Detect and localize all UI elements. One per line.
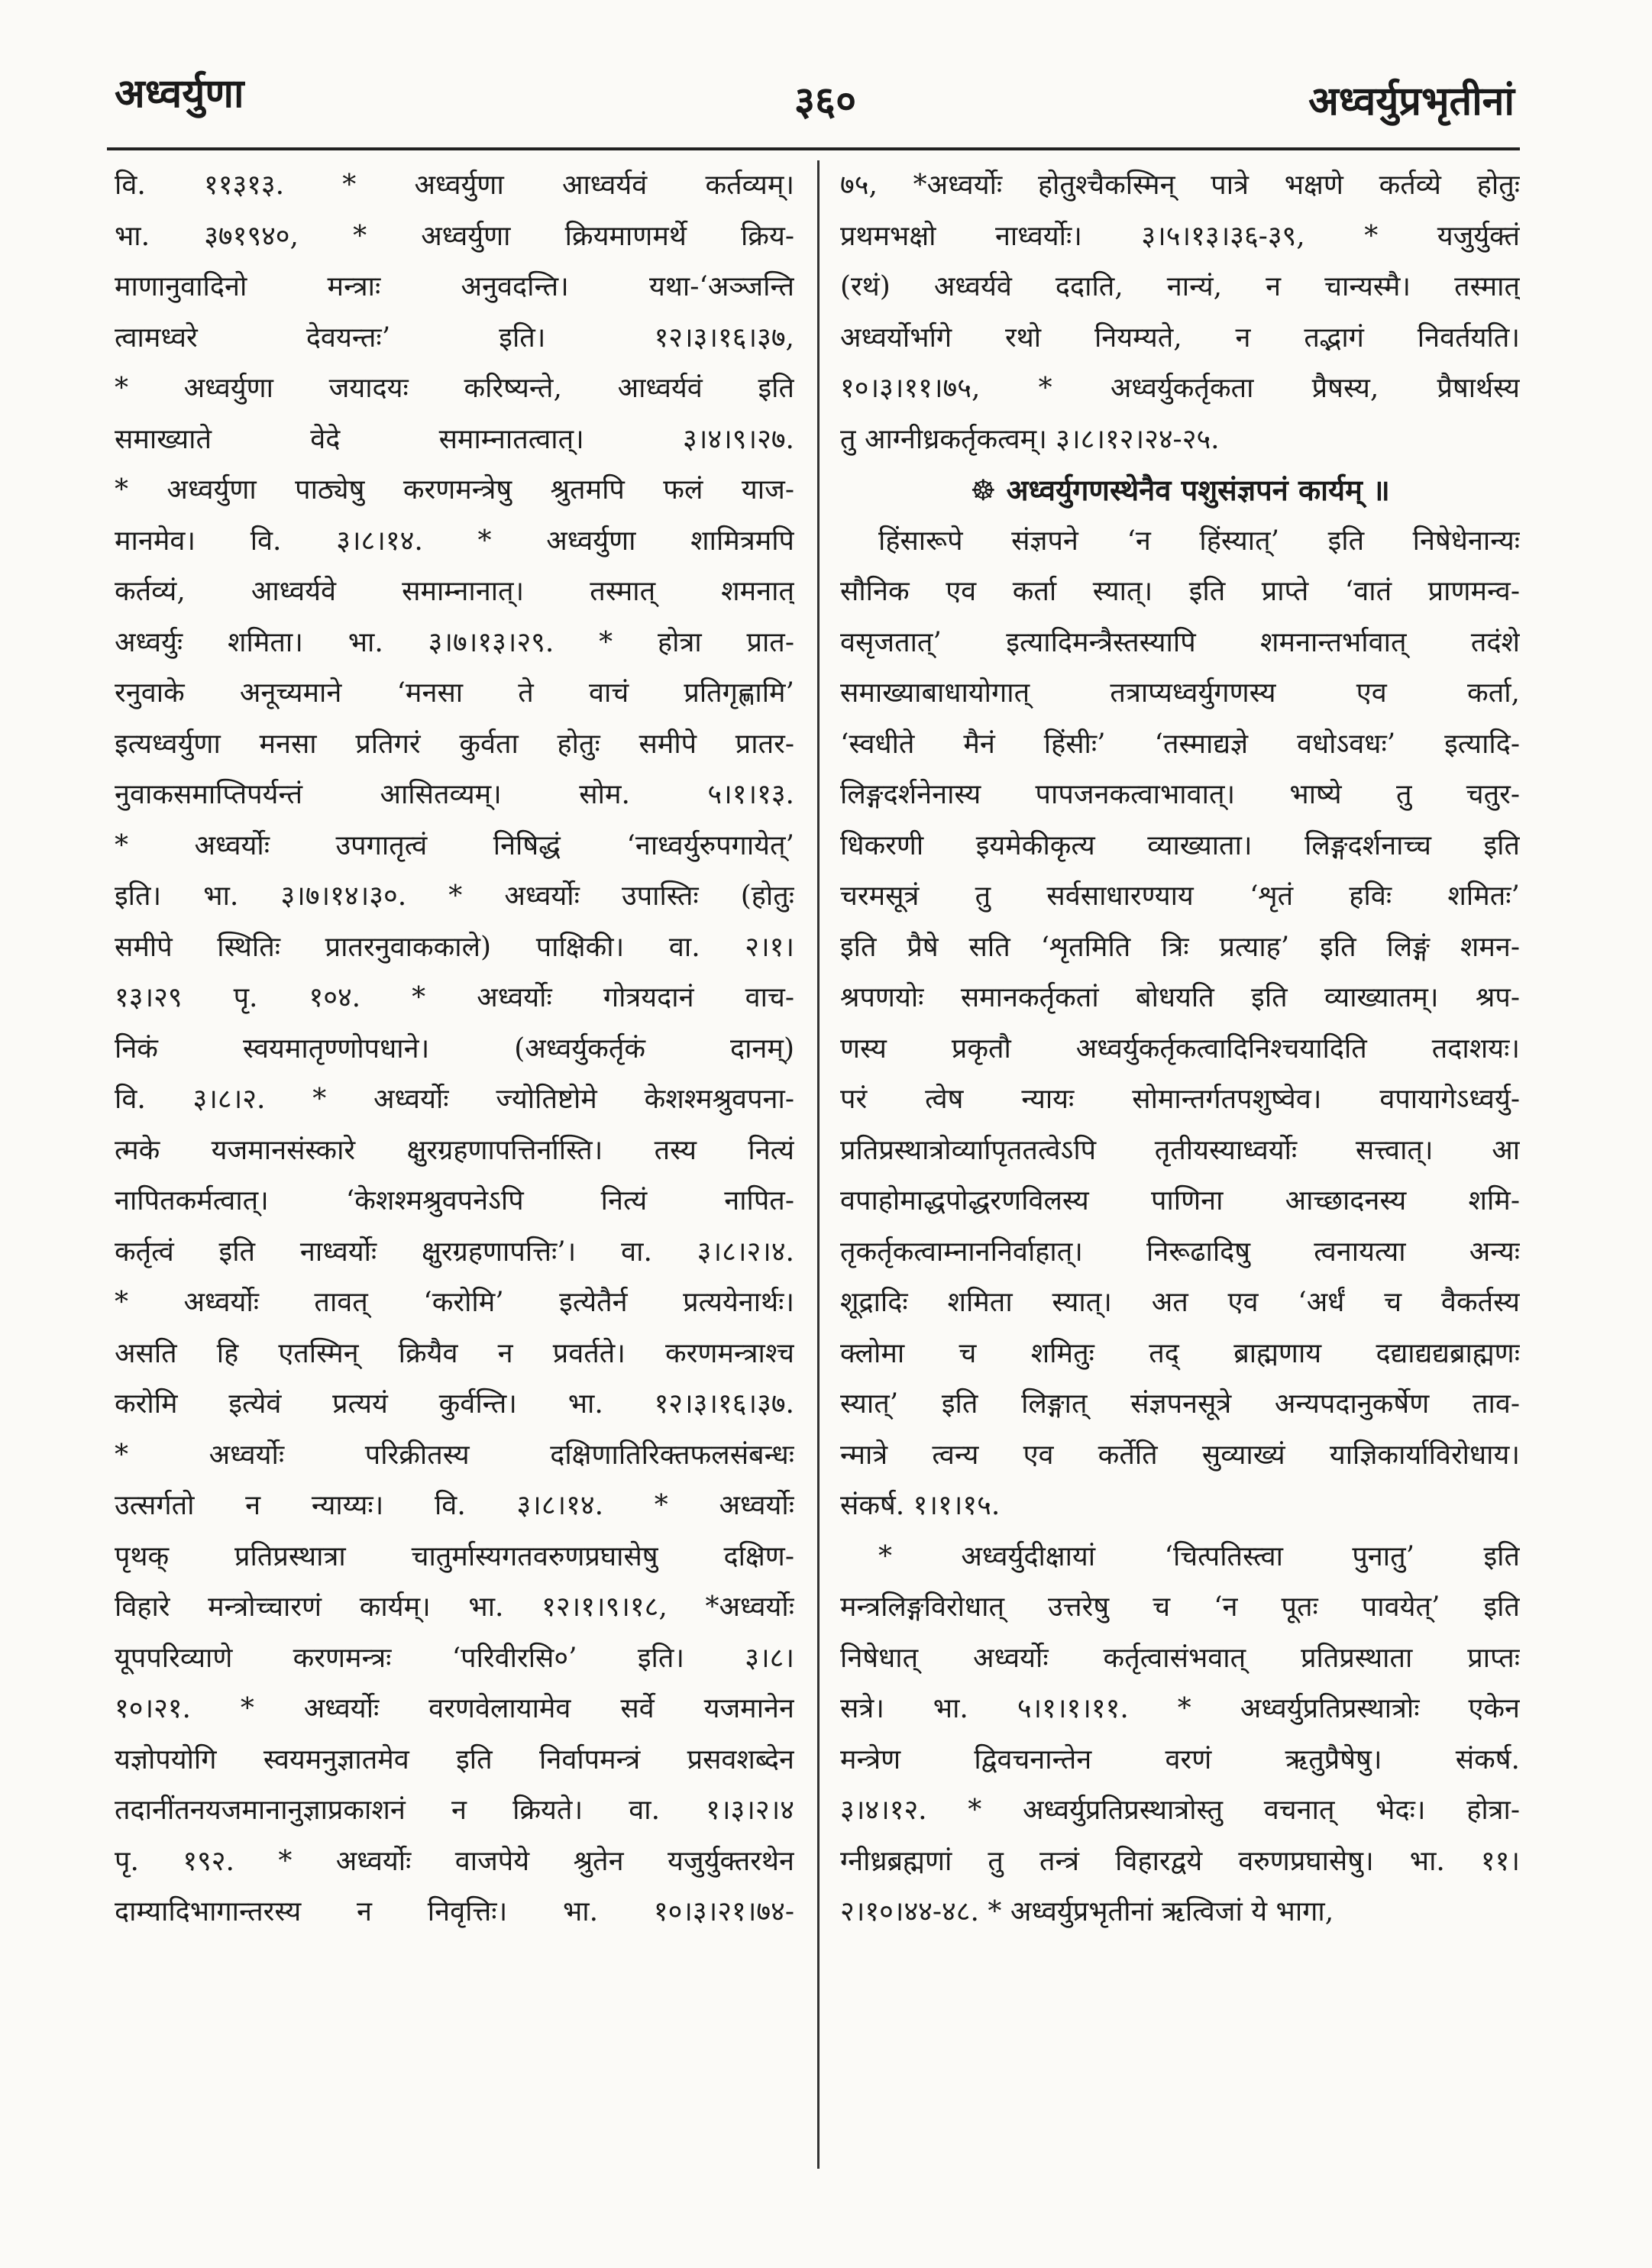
text-line: ७५, *अध्वर्योः होतुश्चैकस्मिन् पात्रे भक्षणे कर्तव्ये होतुः — [840, 170, 1520, 201]
text-line: १०।२१. * अध्वर्योः वरणवेलायामेव सर्वे यजमानेन — [115, 1693, 794, 1724]
text-line: चरमसूत्रं तु सर्वसाधारण्याय ‘शृतं हविः शमितः’ — [840, 880, 1520, 912]
text-line: * अध्वर्युदीक्षायां ‘चित्पतिस्त्वा पुनातु’ इति — [878, 1540, 1520, 1572]
text-line: ‘स्वधीते मैनं हिंसीः’ ‘तस्माद्यज्ञे वधोऽवधः’ इत्यादि- — [840, 728, 1520, 760]
text-line: भा. ३७१९४०, * अध्वर्युणा क्रियमाणमर्थे क्रिय- — [115, 220, 794, 252]
text-line: कर्तव्यं, आध्वर्यवे समाम्नानात्। तस्मात् शमनात् — [115, 576, 794, 607]
text-line: दाम्यादिभागान्तरस्य न निवृत्तिः। भा. १०।३।२१।७४- — [115, 1896, 794, 1927]
text-line: यज्ञोपयोगि स्वयमनुज्ञातमेव इति निर्वापमन्त्रं प्रसवशब्देन — [115, 1743, 794, 1775]
text-line: सौनिक एव कर्ता स्यात्। इति प्राप्ते ‘वातं प्राणमन्व- — [840, 576, 1520, 607]
text-line: नुवाकसमाप्तिपर्यन्तं आसितव्यम्। सोम. ५।१।१३. — [115, 779, 794, 810]
text-line: १३।२९ पृ. १०४. * अध्वर्योः गोत्रयदानं वाच- — [115, 982, 794, 1013]
text-line: ☸ अध्वर्युगणस्थेनैव पशुसंज्ञपनं कार्यम् ॥ — [970, 473, 1390, 507]
right-column — [840, 160, 1520, 2207]
text-line: इति प्रैषे सति ‘शृतमिति त्रिः प्रत्याह’ इति लिङ्गं शमन- — [840, 931, 1520, 963]
text-line: धिकरणी इयमेकीकृत्य व्याख्याता। लिङ्गदर्शनाच्च इति — [840, 829, 1520, 861]
text-line: पृ. १९२. * अध्वर्योः वाजपेये श्रुतेन यजुर्युक्तरथेन — [115, 1845, 794, 1877]
text-line: २।१०।४४-४८. * अध्वर्युप्रभृतीनां ऋत्विजां ये भागा, — [840, 1896, 1334, 1927]
text-line: * अध्वर्युणा जयादयः करिष्यन्ते, आध्वर्यवं इति — [115, 373, 794, 404]
text-line: (रथं) अध्वर्यवे ददाति, नान्यं, न चान्यस्मै। तस्मात् — [840, 271, 1520, 302]
text-line: समाख्याते वेदे समाम्नातत्वात्। ३।४।९।२७. — [115, 423, 794, 455]
text-line: लिङ्गदर्शनेनास्य पापजनकत्वाभावात्। भाष्ये तु चतुर- — [840, 779, 1520, 810]
text-line: निकं स्वयमातृण्णोपधाने। (अध्वर्युकर्तृकं दानम्) — [115, 1032, 794, 1065]
text-line: वि. ११३१३. * अध्वर्युणा आध्वर्यवं कर्तव्यम्। — [115, 170, 794, 201]
text-line: * अध्वर्योः तावत् ‘करोमि’ इत्येतैर्न प्रत्ययेनार्थः। — [115, 1287, 794, 1318]
text-line: अध्वर्युः शमिता। भा. ३।७।१३।२९. * होत्रा प्रात- — [115, 626, 794, 658]
text-line: इति। भा. ३।७।१४।३०. * अध्वर्योः उपास्तिः (होतुः — [115, 880, 794, 912]
text-line: वि. ३।८।२. * अध्वर्योः ज्योतिष्टोमे केशश्मश्रुवपना- — [115, 1084, 794, 1115]
text-line: तु आग्नीध्रकर्तृकत्वम्। ३।८।१२।२४-२५. — [840, 423, 1220, 455]
text-line: पृथक् प्रतिप्रस्थात्रा चातुर्मास्यगतवरुणप्रघासेषु दक्षिण- — [115, 1540, 794, 1572]
text-line: माणानुवादिनो मन्त्राः अनुवदन्ति। यथा-‘अञ्जन्ति — [115, 271, 794, 302]
text-line: मानमेव। वि. ३।८।१४. * अध्वर्युणा शामित्रमपि — [115, 525, 794, 557]
text-line: स्यात्’ इति लिङ्गात् संज्ञपनसूत्रे अन्यपदानुकर्षेण ताव- — [840, 1388, 1520, 1420]
text-line: अध्वर्योर्भागे रथो नियम्यते, न तद्भागं निवर्तयति। — [840, 321, 1520, 354]
text-line: नापितकर्मत्वात्। ‘केशश्मश्रुवपनेऽपि नित्यं नापित- — [115, 1185, 794, 1216]
text-line: त्वामध्वरे देवयन्तः’ इति। १२।३।१६।३७, — [115, 321, 794, 354]
text-line: शूद्रादिः शमिता स्यात्। अत एव ‘अर्धं च वैकर्तस्य — [840, 1287, 1520, 1318]
text-line: १०।३।११।७५, * अध्वर्युकर्तृकता प्रैषस्य, प्रैषार्थस्य — [840, 373, 1520, 404]
text-line: प्रतिप्रस्थात्रोर्व्याापृततत्वेऽपि तृतीयस्याध्वर्योः सत्त्वात्। आ — [840, 1134, 1520, 1166]
text-line: यूपपरिव्याणे करणमन्त्रः ‘परिवीरसि०’ इति। ३।८। — [115, 1642, 794, 1674]
text-line: विहारे मन्त्रोच्चारणं कार्यम्। भा. १२।१।९।१८, *अध्वर्योः — [115, 1591, 794, 1623]
text-line: उत्सर्गतो न न्याय्यः। वि. ३।८।१४. * अध्वर्योः — [115, 1490, 794, 1521]
text-line: करोमि इत्येवं प्रत्ययं कुर्वन्ति। भा. १२।३।१६।३७. — [115, 1388, 794, 1420]
page-number: ३६० — [794, 78, 857, 124]
text-line: णस्य प्रकृतौ अध्वर्युकर्तृकत्वादिनिश्चयादिति तदाशयः। — [840, 1032, 1520, 1065]
text-line: ग्नीध्रब्रह्मणां तु तन्त्रं विहारद्वये वरुणप्रघासेषु। भा. ११। — [840, 1845, 1520, 1877]
text-line: त्मके यजमानसंस्कारे क्षुरग्रहणापत्तिर्नास्ति। तस्य नित्यं — [115, 1134, 794, 1166]
text-line: तृकर्तृकत्वाम्नाननिर्वाहात्। निरूढादिषु त्वनायत्या अन्यः — [840, 1236, 1520, 1268]
text-line: समीपे स्थितिः प्रातरनुवाककाले) पाक्षिकी। वा. २।१। — [115, 931, 794, 963]
text-line: कर्तृत्वं इति नाध्वर्योः क्षुरग्रहणापत्तिः’। वा. ३।८।२।४. — [115, 1236, 794, 1268]
text-line: इत्यध्वर्युणा मनसा प्रतिगरं कुर्वता होतुः समीपे प्रातर- — [115, 728, 794, 760]
text-line: * अध्वर्युणा पाठ्येषु करणमन्त्रेषु श्रुतमपि फलं याज- — [115, 474, 794, 506]
text-line: सत्रे। भा. ५।१।१।११. * अध्वर्युप्रतिप्रस्थात्रोः एकेन — [840, 1693, 1520, 1724]
text-line: निषेधात् अध्वर्योः कर्तृत्वासंभवात् प्रतिप्रस्थाता प्राप्तः — [840, 1642, 1520, 1674]
text-line: श्रपणयोः समानकर्तृकतां बोधयति इति व्याख्यातम्। श्रप- — [840, 982, 1520, 1013]
text-line: तदानींतनयजमानानुज्ञाप्रकाशनं न क्रियते। वा. १।३।२।४ — [115, 1795, 794, 1826]
text-line: न्मात्रे त्वन्य एव कर्तेति सुव्याख्यं याज्ञिकार्याविरोधाय। — [840, 1439, 1520, 1471]
text-line: * अध्वर्योः उपगातृत्वं निषिद्धं ‘नाध्वर्युरुपगायेत्’ — [115, 829, 794, 861]
text-line: वपाहोमाद्धपोद्धरणविलस्य पाणिना आच्छादनस्य शमि- — [840, 1185, 1520, 1216]
text-line: मन्त्रलिङ्गविरोधात् उत्तरेषु च ‘न पूतः पावयेत्’ इति — [840, 1591, 1520, 1623]
text-line: हिंसारूपे संज्ञपने ‘न हिंस्यात्’ इति निषेधेनान्यः — [878, 525, 1520, 557]
running-head-right: अध्वर्युप्रभृतीनां — [1308, 78, 1515, 124]
text-line: असति हि एतस्मिन् क्रियैव न प्रवर्तते। करणमन्त्राश्च — [115, 1337, 794, 1369]
text-line: वसृजतात्’ इत्यादिमन्त्रैस्तस्यापि शमनान्तर्भावात् तदंशे — [840, 626, 1520, 658]
text-line: मन्त्रेण द्विवचनान्तेन वरणं ऋतुप्रैषेषु। संकर्ष. — [840, 1743, 1520, 1775]
text-line: समाख्याबाधायोगात् तत्राप्यध्वर्युगणस्य एव कर्ता, — [840, 677, 1520, 709]
text-line: रनुवाके अनूच्यमाने ‘मनसा ते वाचं प्रतिगृह्णामि’ — [115, 677, 794, 709]
page-header — [0, 0, 1652, 145]
text-line: प्रथमभक्षो नाध्वर्योः। ३।५।१३।३६-३९, * यजुर्युक्तं — [840, 220, 1520, 252]
text-line: * अध्वर्योः परिक्रीतस्य दक्षिणातिरिक्तफलसंबन्धः — [115, 1439, 794, 1471]
header-rule — [107, 147, 1520, 150]
text-line: परं त्वेष न्यायः सोमान्तर्गतपशुष्वेव। वपायागेऽध्वर्यु- — [840, 1084, 1520, 1115]
text-line: क्लोमा च शमितुः तद् ब्राह्मणाय दद्याद्यद्यब्राह्मणः — [840, 1337, 1520, 1369]
column-divider — [817, 160, 820, 2169]
running-head-left: अध्वर्युणा — [115, 70, 244, 117]
text-line: संकर्ष. १।१।१५. — [840, 1490, 1001, 1521]
left-column — [115, 160, 794, 2207]
text-line: ३।४।१२. * अध्वर्युप्रतिप्रस्थात्रोस्तु वचनात् भेदः। होत्रा- — [840, 1795, 1520, 1826]
